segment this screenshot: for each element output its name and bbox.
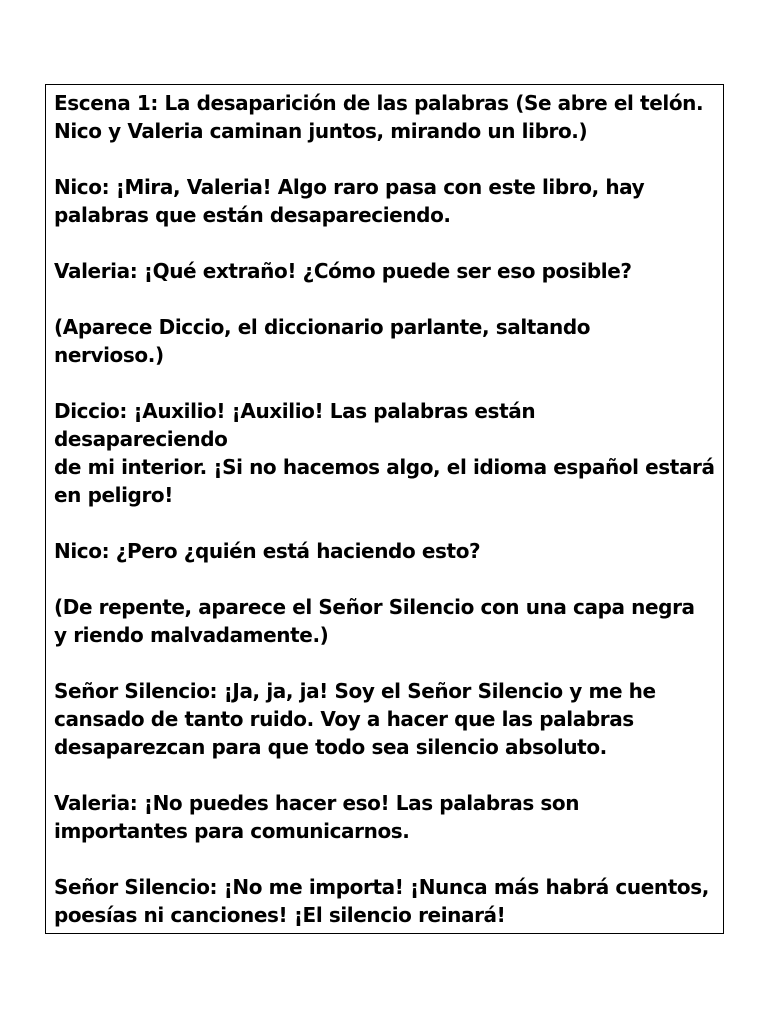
stage-direction-senor-silencio: (De repente, aparece el Señor Silencio con una capa negra y riendo malvadamente.) xyxy=(54,595,695,647)
script-text-box xyxy=(45,84,724,934)
dialogue-valeria-1: Valeria: ¡Qué extraño! ¿Cómo puede ser eso posible? xyxy=(54,259,632,283)
dialogue-senor-silencio-2: Señor Silencio: ¡No me importa! ¡Nunca más habrá cuentos, poesías ni canciones! ¡El silencio reinará! xyxy=(54,875,709,927)
dialogue-valeria-2: Valeria: ¡No puedes hacer eso! Las palabras son importantes para comunicarnos. xyxy=(54,791,580,843)
dialogue-nico-2: Nico: ¿Pero ¿quién está haciendo esto? xyxy=(54,539,481,563)
scene-heading: Escena 1: La desaparición de las palabras (Se abre el telón. Nico y Valeria caminan juntos, mirando un libro.) xyxy=(54,91,704,143)
stage-direction-diccio: (Aparece Diccio, el diccionario parlante, saltando nervioso.) xyxy=(54,315,591,367)
dialogue-nico-1: Nico: ¡Mira, Valeria! Algo raro pasa con este libro, hay palabras que están desapareciendo. xyxy=(54,175,645,227)
dialogue-diccio-1: Diccio: ¡Auxilio! ¡Auxilio! Las palabras están desapareciendo de mi interior. ¡Si no hacemos algo, el idioma español estará en peligro! xyxy=(54,399,715,507)
dialogue-senor-silencio-1: Señor Silencio: ¡Ja, ja, ja! Soy el Señor Silencio y me he cansado de tanto ruido. Voy a hacer que las palabras desaparezcan para que todo sea silencio absoluto. xyxy=(54,679,656,759)
